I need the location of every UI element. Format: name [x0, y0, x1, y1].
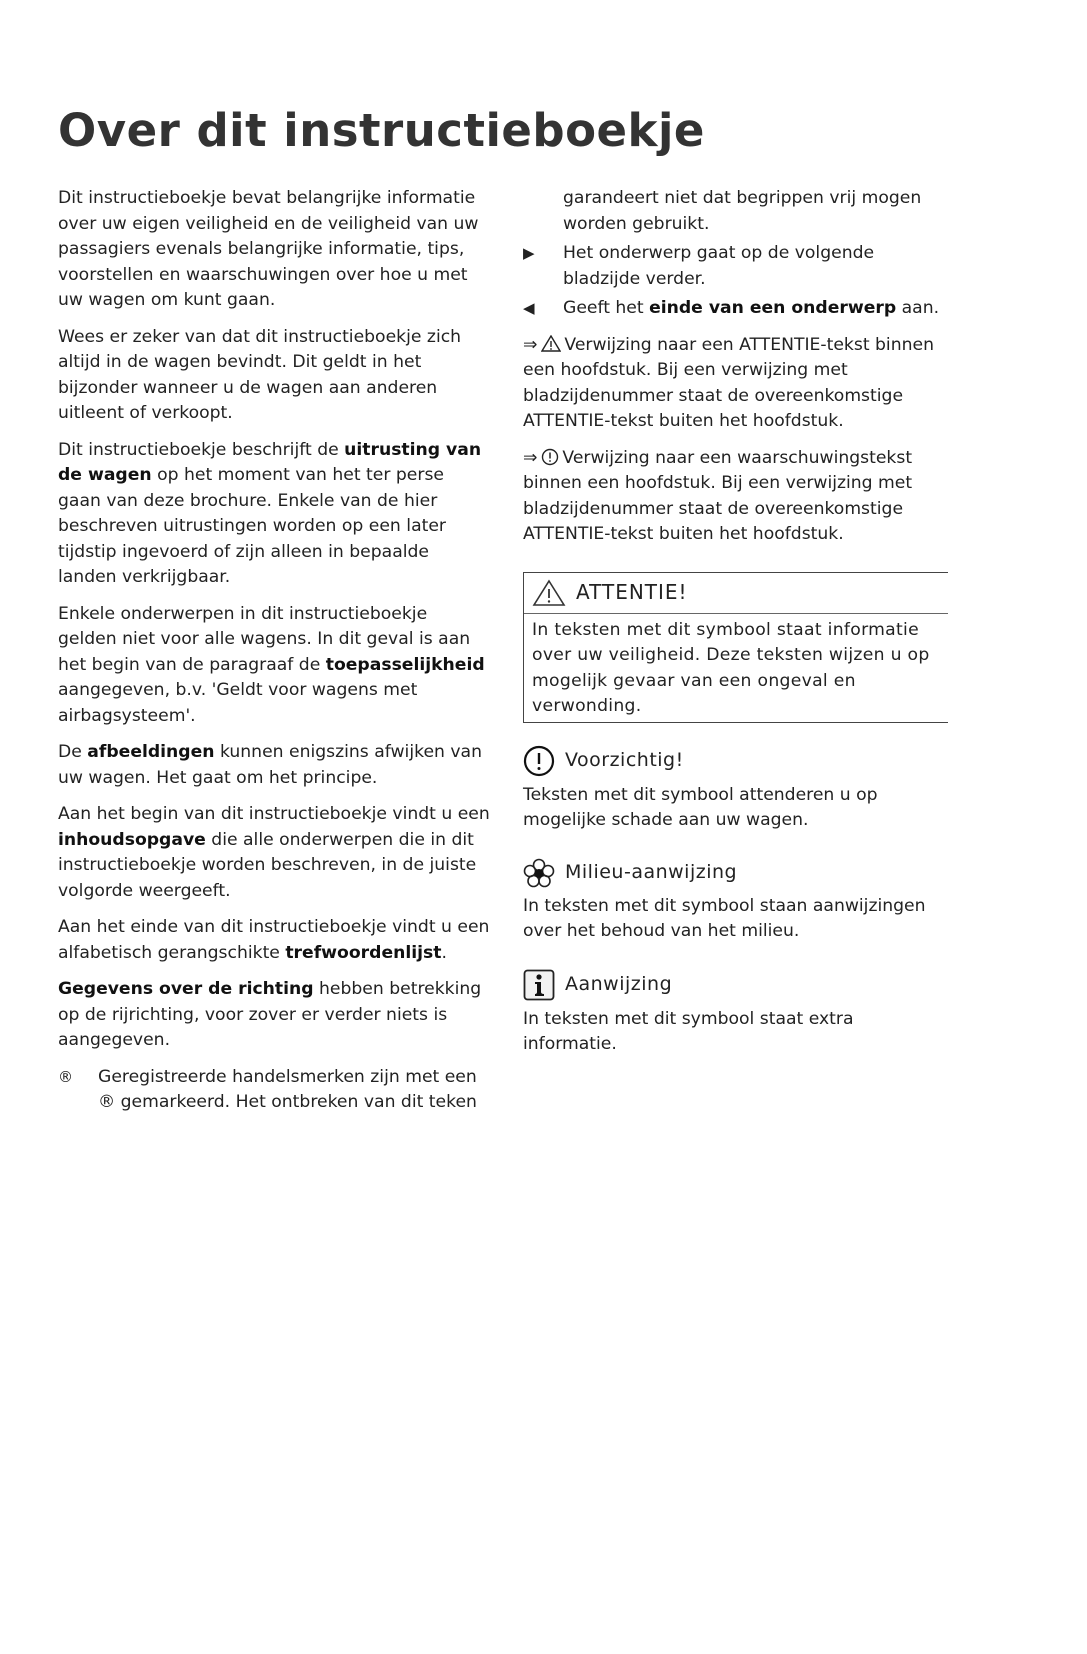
aanwijzing-title: Aanwijzing [565, 972, 673, 995]
text: Dit instructieboekje beschrijft de [58, 439, 345, 460]
milieu-text: In teksten met dit symbool staan aanwijzingen over het behoud van het milieu. [523, 895, 926, 941]
paragraph-intro: Dit instructieboekje bevat belangrijke informatie over uw eigen veiligheid en de veiligheid van uw passagiers evenals belangrijke informatie, tips, voorstellen en waarschuwingen over hoe u met uw wagen om kunt gaan. [58, 188, 479, 310]
registered-icon: ® [58, 1067, 73, 1086]
attentie-reference-legend [523, 333, 948, 435]
warning-triangle-icon [541, 335, 561, 352]
attentie-header [524, 573, 948, 614]
paragraph-keep-in-car: Wees er zeker van dat dit instructieboekje zich altijd in de wagen bevindt. Dit geldt in het bijzonder wanneer u de wagen aan anderen uitleent of verkoopt. [58, 326, 462, 423]
warning-reference-legend [523, 446, 948, 548]
aanwijzing-header [523, 969, 948, 1001]
text: op het moment van het ter perse gaan van deze brochure. Enkele van de hier beschreven uitrustingen worden op een later tijdstip ingevoerd of zijn alleen in bepaalde landen verkrijgbaar. [58, 465, 446, 587]
arrow-icon: ⇒ [523, 334, 538, 355]
milieu-header [523, 858, 948, 888]
text: die alle onderwerpen die in dit instructieboekje worden beschreven, in de juiste volgorde weergeeft. [58, 829, 477, 901]
text: aangegeven, b.v. 'Geldt voor wagens met airbagsysteem'. [58, 680, 418, 726]
text: . [441, 942, 447, 963]
triangle-right-icon: ▶ [523, 244, 535, 262]
arrow-icon: ⇒ [523, 447, 538, 468]
paragraph-contents [58, 802, 490, 904]
text: garandeert niet dat begrippen vrij mogen worden gebruikt. [563, 188, 922, 234]
flower-environment-icon [523, 858, 555, 888]
next-page-legend [523, 241, 948, 292]
voorzichtig-header [523, 745, 948, 777]
text: aan. [896, 298, 940, 318]
caution-circle-icon [523, 745, 555, 777]
triangle-left-icon: ◀ [523, 299, 535, 317]
bold-text: toepasselijkheid [325, 654, 485, 675]
paragraph-applicability [58, 602, 490, 730]
right-column [523, 186, 948, 1082]
bold-text: Gegevens over de richting [58, 979, 314, 999]
registered-trademark-note-continued [523, 186, 948, 237]
text: De [58, 742, 88, 762]
paragraph-images [58, 740, 490, 791]
text: Verwijzing naar een ATTENTIE-tekst binnen een hoofdstuk. Bij een verwijzing met bladzijdenummer staat de overeenkomstige ATTENTIE-tekst buiten het hoofdstuk. [523, 334, 934, 431]
text: Aan het begin van dit instructieboekje vindt u een [58, 804, 490, 824]
text: Geeft het [563, 298, 650, 318]
bold-text: inhoudsopgave [58, 829, 206, 850]
bold-text: einde van een onderwerp [649, 298, 897, 318]
text: Verwijzing naar een waarschuwingstekst binnen een hoofdstuk. Bij een verwijzing met bladzijdenummer staat de overeenkomstige ATTENTIE-tekst buiten het hoofdstuk. [523, 447, 913, 544]
milieu-title: Milieu-aanwijzing [565, 860, 738, 883]
bold-text: uitrusting van de wagen [58, 439, 482, 485]
page-title: Over dit instructieboekje [58, 104, 705, 157]
text: Geregistreerde handelsmerken zijn met een ® gemarkeerd. Het ontbreken van dit teken [98, 1066, 477, 1112]
end-topic-legend [523, 296, 948, 322]
text: Het onderwerp gaat op de volgende bladzijde verder. [563, 243, 875, 289]
paragraph-direction [58, 977, 490, 1054]
text: kunnen enigszins afwijken van uw wagen. Het gaat om het principe. [58, 742, 482, 788]
paragraph-equipment [58, 438, 490, 591]
paragraph-index [58, 915, 490, 966]
registered-trademark-note [58, 1065, 490, 1116]
bold-text: afbeeldingen [87, 742, 215, 762]
voorzichtig-text: Teksten met dit symbool attenderen u op mogelijke schade aan uw wagen. [523, 784, 878, 830]
aanwijzing-text: In teksten met dit symbool staat extra informatie. [523, 1008, 854, 1054]
text: Enkele onderwerpen in dit instructieboekje gelden niet voor alle wagens. In dit geval is aan het begin van de paragraaf de [58, 603, 471, 675]
attentie-title: ATTENTIE! [576, 579, 688, 604]
bold-text: trefwoordenlijst [285, 942, 442, 963]
left-column [58, 186, 490, 1120]
text: Aan het einde van dit instructieboekje vindt u een alfabetisch gerangschikte [58, 917, 490, 963]
attentie-box [523, 572, 948, 723]
caution-circle-icon [541, 448, 559, 466]
attentie-text: In teksten met dit symbool staat informatie over uw veiligheid. Deze teksten wijzen u op mogelijk gevaar van een ongeval en verwonding. [532, 619, 930, 716]
info-icon [523, 969, 555, 1001]
warning-triangle-icon [532, 579, 566, 607]
text: hebben betrekking op de rijrichting, voor zover er verder niets is aangegeven. [58, 979, 482, 1050]
voorzichtig-title: Voorzichtig! [565, 748, 684, 771]
